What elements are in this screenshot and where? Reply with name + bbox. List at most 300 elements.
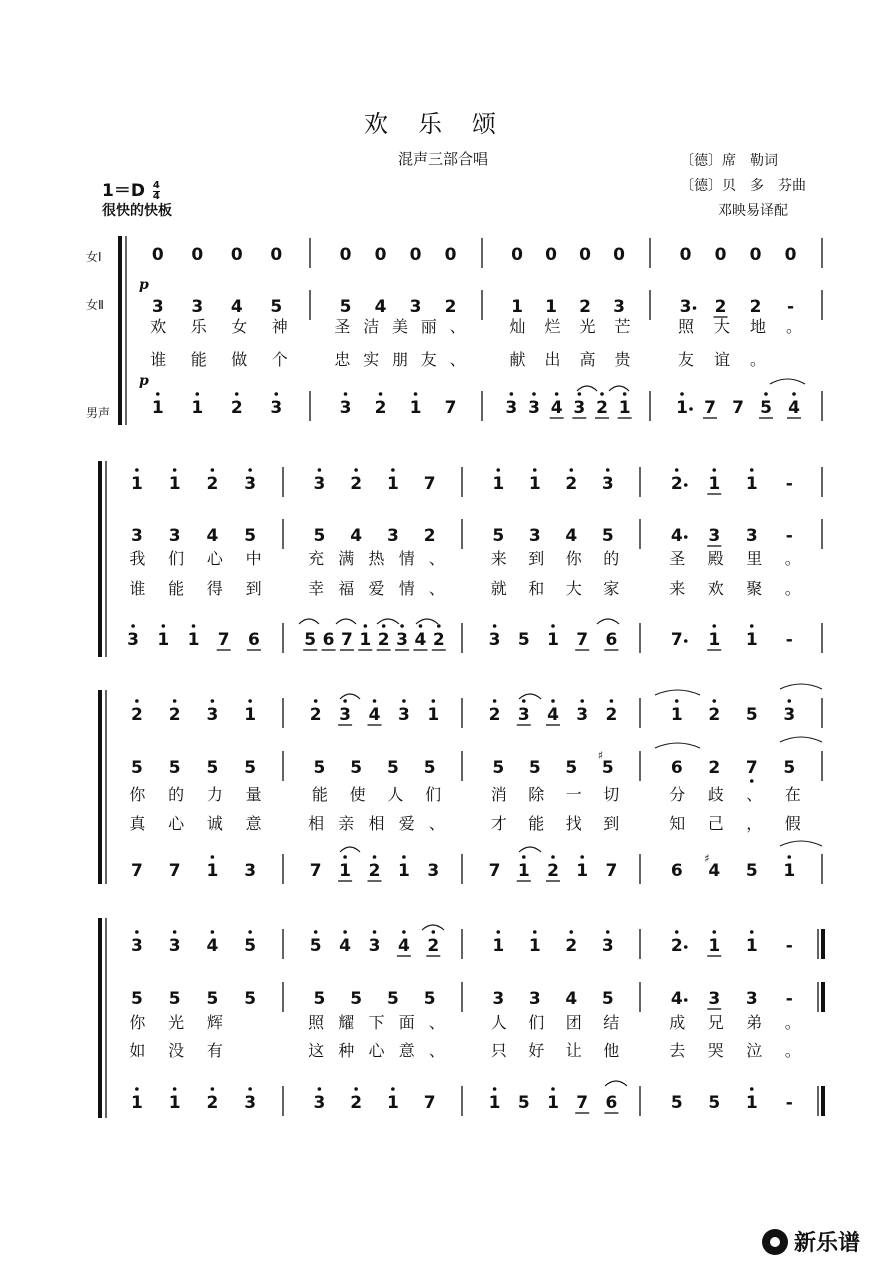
note: 3 [517,705,530,725]
lyric-char: 爱 [368,579,385,598]
note: 1 [386,1093,399,1113]
note: 2 [670,936,683,956]
lyric-char: 。 [784,549,801,568]
octave-dot-high [792,392,796,396]
octave-dot-high [373,855,377,859]
octave-dot-high [400,624,404,628]
record-disc-icon [762,1229,788,1255]
note: 0 [191,245,204,265]
note: 1 [168,1093,181,1113]
lyric-char: 切 [603,785,620,804]
lyric-char: 幸 [308,579,325,598]
lyric-char: 真 [129,814,146,833]
voice-label-soprano1: 女Ⅰ [86,250,102,264]
lyric-char: 来 [669,579,686,598]
note: 5 [601,989,614,1009]
lyric-char: 己 [707,814,724,833]
note: 3 [397,705,410,725]
note: 5 [528,758,541,778]
slur [780,684,822,689]
note: 2 [547,861,559,881]
octave-dot-high [419,624,423,628]
note: 2 [350,474,363,494]
note: 1 [206,861,219,881]
note: 2 [130,705,143,725]
octave-dot-high [211,1087,215,1091]
sharp-sign: ♯ [704,852,710,865]
octave-dot-high [162,624,166,628]
note: 1 [511,297,523,317]
lyric-char: 友 [420,350,437,369]
note: 3 [409,297,422,317]
octave-dot-high [675,930,679,934]
note: 1 [618,398,631,418]
note: 4 [206,526,219,546]
note: 5 [339,297,352,317]
lyric-char: 辉 [206,1013,223,1032]
note: 2 [350,1093,363,1113]
note: 2 [708,705,721,725]
augmentation-dot [693,306,697,310]
note: 1 [397,861,410,881]
octave-dot-high [578,392,582,396]
slur [609,386,629,391]
note: 4 [550,398,563,418]
lyric-char: 人 [387,785,404,804]
octave-dot-high [402,699,406,703]
lyric-char: 爱 [398,814,415,833]
note: 0 [230,245,243,265]
lyric-char: 能 [168,579,185,598]
note: 5 [492,526,505,546]
note: 1 [191,398,204,418]
octave-dot-high [131,624,135,628]
note: 7 [704,398,716,418]
note: 6 [670,758,683,778]
note: 2 [596,398,608,418]
note: 5 [350,989,363,1009]
lyric-char: 情 [398,579,415,598]
lyric-char: 圣 [334,317,351,336]
note: 1 [168,474,181,494]
note: 1 [783,861,796,881]
tempo-marking: 很快的快板 [102,203,172,219]
note: 1 [130,474,143,494]
note: 7 [444,398,457,418]
octave-dot-high [712,699,716,703]
octave-dot-high [432,699,436,703]
octave-dot-high [437,624,441,628]
note: 1 [547,1093,559,1113]
augmentation-dot [684,945,688,949]
octave-dot-high [623,392,627,396]
lyric-char: ， [746,814,763,833]
note: 1 [545,297,557,317]
note: 4 [397,936,410,956]
octave-dot-high [522,699,526,703]
note: 2 [432,630,445,650]
time-signature: $\frac{4}{4}$ [152,179,160,202]
lyric-char: 朋 [391,350,409,369]
note: 5 [601,526,614,546]
dynamic-p-men: p [139,373,149,389]
octave-dot-high [235,392,239,396]
lyric-char: 意 [398,1041,415,1060]
octave-dot-high [496,930,500,934]
note: 1 [708,936,721,956]
note: 5 [423,758,436,778]
octave-dot-high [391,468,395,472]
lyric-char: 们 [425,785,442,804]
note: 1 [187,630,200,650]
note: 3 [573,398,586,418]
note: 0 [749,245,762,265]
note: 6 [247,630,260,650]
octave-dot-high [135,1087,139,1091]
lyric-char: 福 [338,579,355,598]
slur [340,694,360,699]
lyric-char: 兄 [707,1013,724,1032]
lyric-char: 结 [603,1013,620,1032]
lyric-char: 。 [749,350,767,369]
octave-dot-high [712,624,716,628]
note: 5 [745,861,758,881]
octave-dot-high [274,392,278,396]
octave-dot-high [675,468,679,472]
note: 3 [191,297,204,317]
note: 5 [601,758,614,778]
octave-dot-high [173,468,177,472]
octave-dot-high [610,699,614,703]
octave-dot-high [493,699,497,703]
note: 1 [409,398,422,418]
lyric-char: 消 [490,785,507,804]
note: 5 [168,989,181,1009]
lyric-char: 家 [603,579,620,598]
lyric-char: 你 [129,785,146,804]
note: 2 [230,398,243,418]
note: 2 [444,297,457,317]
octave-dot-high [318,468,322,472]
note: 3 [244,474,257,494]
lyric-char: 谁 [129,579,146,598]
note: 7 [670,630,683,650]
note: 3 [613,297,625,317]
octave-dot-high [787,699,791,703]
note: 1 [745,474,758,494]
octave-dot-high [533,930,537,934]
lyric-char: 亲 [338,814,355,833]
note: - [785,989,793,1009]
note: 2 [368,861,381,881]
note: 5 [168,758,181,778]
lyric-char: 、 [746,785,763,804]
note: 1 [708,630,721,650]
octave-dot-high [173,699,177,703]
note: 5 [386,758,399,778]
note: 7 [309,861,322,881]
octave-dot-high [493,624,497,628]
octave-dot-high [551,855,555,859]
octave-dot-high [551,1087,555,1091]
lyric-char: 圣 [669,549,686,568]
lyric-char: 灿 [509,317,526,336]
note: 0 [679,245,692,265]
lyric-char: 哭 [707,1041,724,1060]
note: 3 [576,705,589,725]
note: 1 [244,705,257,725]
octave-dot-high [211,699,215,703]
note: 3 [368,936,381,956]
note: 4 [350,526,363,546]
note: - [786,297,795,317]
note: 2 [374,398,387,418]
note: 5 [386,989,399,1009]
octave-dot-high [364,624,368,628]
note: 5 [270,297,283,317]
lyric-char: 歧 [707,785,724,804]
note: 0 [270,245,283,265]
note: 3 [127,630,140,650]
octave-dot-high [493,1087,497,1091]
note: 4 [670,526,683,546]
lyric-char: 做 [231,350,248,369]
note: 5 [244,936,257,956]
octave-dot-high [354,468,358,472]
lyric-char: 欢 [707,579,724,598]
lyric-char: 满 [338,549,355,568]
note: 2 [708,758,721,778]
octave-dot-high [675,699,679,703]
note: 4 [565,989,578,1009]
octave-dot-high [555,392,559,396]
octave-dot-high [522,855,526,859]
slur [780,737,822,742]
lyric-char: 诚 [206,814,223,833]
note: 0 [545,245,557,265]
lyric-char: 到 [603,814,620,833]
note: 4 [339,936,352,956]
octave-dot-high [156,392,160,396]
octave-dot-high [750,624,754,628]
note: 3 [528,526,541,546]
note: 2 [377,630,390,650]
slur [377,619,399,624]
note: 0 [511,245,523,265]
note: 3 [601,936,614,956]
lyric-char: 的 [603,549,620,568]
note: 3 [708,526,721,546]
octave-dot-high [750,930,754,934]
augmentation-dot [684,483,688,487]
note: 5 [244,526,257,546]
note: 2 [565,936,578,956]
lyric-char: 出 [544,350,561,369]
lyric-char: 、 [428,549,445,568]
augmentation-dot [684,639,688,643]
note: 2 [206,1093,219,1113]
sharp-sign: ♯ [597,749,604,762]
note: 3 [339,705,352,725]
lyric-char: 、 [428,814,445,833]
note: 3 [427,861,440,881]
note: 1 [576,861,589,881]
octave-dot-high [391,1087,395,1091]
note: 7 [168,861,181,881]
note: 5 [565,758,578,778]
note: 4 [414,630,427,650]
lyric-char: 光 [168,1013,185,1032]
lyric-char: 中 [245,549,262,568]
note: 7 [732,398,744,418]
slur [340,847,360,852]
lyric-char: 女 [231,317,248,336]
octave-dot-high [173,1087,177,1091]
lyric-char: 洁 [363,317,380,336]
note: 0 [714,245,727,265]
note: 4 [708,861,721,881]
lyric-char: 心 [368,1041,385,1060]
octave-dot-high [135,699,139,703]
lyric-char: 一 [565,785,582,804]
note: 5 [517,1093,530,1113]
voice-label-men: 男声 [86,406,111,420]
note: 3 [745,526,758,546]
credit-lyrics: 〔德〕席 勒词 [680,153,778,169]
note: 1 [676,398,688,418]
note: 4 [565,526,578,546]
note: 7 [745,758,758,778]
lyric-char: 团 [565,1013,582,1032]
note: 2 [168,705,181,725]
note: 0 [579,245,591,265]
lyric-char: 相 [368,814,385,833]
note: 3 [601,474,614,494]
note: 1 [517,861,530,881]
note: 0 [613,245,625,265]
lyric-char: 只 [490,1041,507,1060]
octave-dot-high [750,468,754,472]
note: - [785,474,793,494]
note: 7 [341,630,353,650]
note: 5 [492,758,505,778]
note: 5 [206,989,219,1009]
note: 2 [206,474,219,494]
lyric-char: 大 [565,579,582,598]
note: 4 [670,989,683,1009]
lyric-char: 、 [428,1013,445,1032]
note: 2 [749,297,762,317]
note: 4 [788,398,800,418]
note: 3 [488,630,501,650]
note: 0 [374,245,387,265]
note: 0 [151,245,164,265]
octave-dot-low [750,779,754,783]
lyric-char: 下 [368,1013,385,1032]
note: 3 [244,1093,257,1113]
slur [336,619,356,624]
lyric-char: 面 [398,1013,415,1032]
lyric-char: 没 [168,1041,185,1060]
note: 1 [708,474,721,494]
note: 1 [528,474,541,494]
lyric-char: 情 [398,549,415,568]
octave-dot-high [680,392,684,396]
note: 1 [745,936,758,956]
note: 5 [708,1093,721,1113]
octave-dot-high [343,699,347,703]
lyric-char: 乐 [190,317,207,336]
slur [655,690,700,695]
slur [519,694,541,699]
lyric-char: 弟 [746,1013,763,1032]
lyric-char: 好 [528,1041,545,1060]
lyric-char: 就 [490,579,507,598]
lyric-char: 烂 [544,317,561,336]
note: 6 [670,861,683,881]
lyric-char: 心 [206,549,223,568]
note: 0 [409,245,422,265]
lyric-char: 知 [669,814,686,833]
octave-dot-high [532,392,536,396]
octave-dot-high [248,468,252,472]
lyric-char: 到 [245,579,262,598]
octave-dot-high [551,699,555,703]
octave-dot-high [373,930,377,934]
octave-dot-high [569,468,573,472]
note: - [785,630,793,650]
note: 5 [517,630,530,650]
lyric-char: 相 [308,814,325,833]
slur [422,925,444,930]
credit-arranger: 邓映易译配 [718,203,788,219]
lyric-char: 这 [308,1041,325,1060]
lyric-char: 耀 [338,1013,355,1032]
lyric-char: 殿 [707,549,724,568]
note: 1 [745,630,758,650]
note: 2 [565,474,578,494]
note: 3 [783,705,796,725]
octave-dot-high [173,930,177,934]
note: 1 [528,936,541,956]
note: 1 [339,861,352,881]
lyric-char: 能 [190,350,207,369]
lyric-char: 得 [206,579,223,598]
note: 2 [670,474,683,494]
lyric-char: 里 [746,549,763,568]
lyric-char: 芒 [614,317,631,336]
note: 5 [304,630,317,650]
note: 3 [168,526,181,546]
lyric-char: 种 [338,1041,355,1060]
note: 3 [492,989,505,1009]
lyric-char: 在 [784,785,801,804]
note: 0 [339,245,352,265]
credit-music: 〔德〕贝 多 芬曲 [680,178,806,194]
octave-dot-high [402,855,406,859]
note: 5 [244,989,257,1009]
note: 2 [605,705,618,725]
lyric-char: 。 [784,579,801,598]
lyric-char: 有 [206,1041,223,1060]
note: 1 [386,474,399,494]
lyric-char: 个 [271,350,288,369]
octave-dot-high [712,930,716,934]
lyric-char: 心 [168,814,185,833]
octave-dot-high [314,699,318,703]
note: 5 [244,758,257,778]
octave-dot-high [432,930,436,934]
